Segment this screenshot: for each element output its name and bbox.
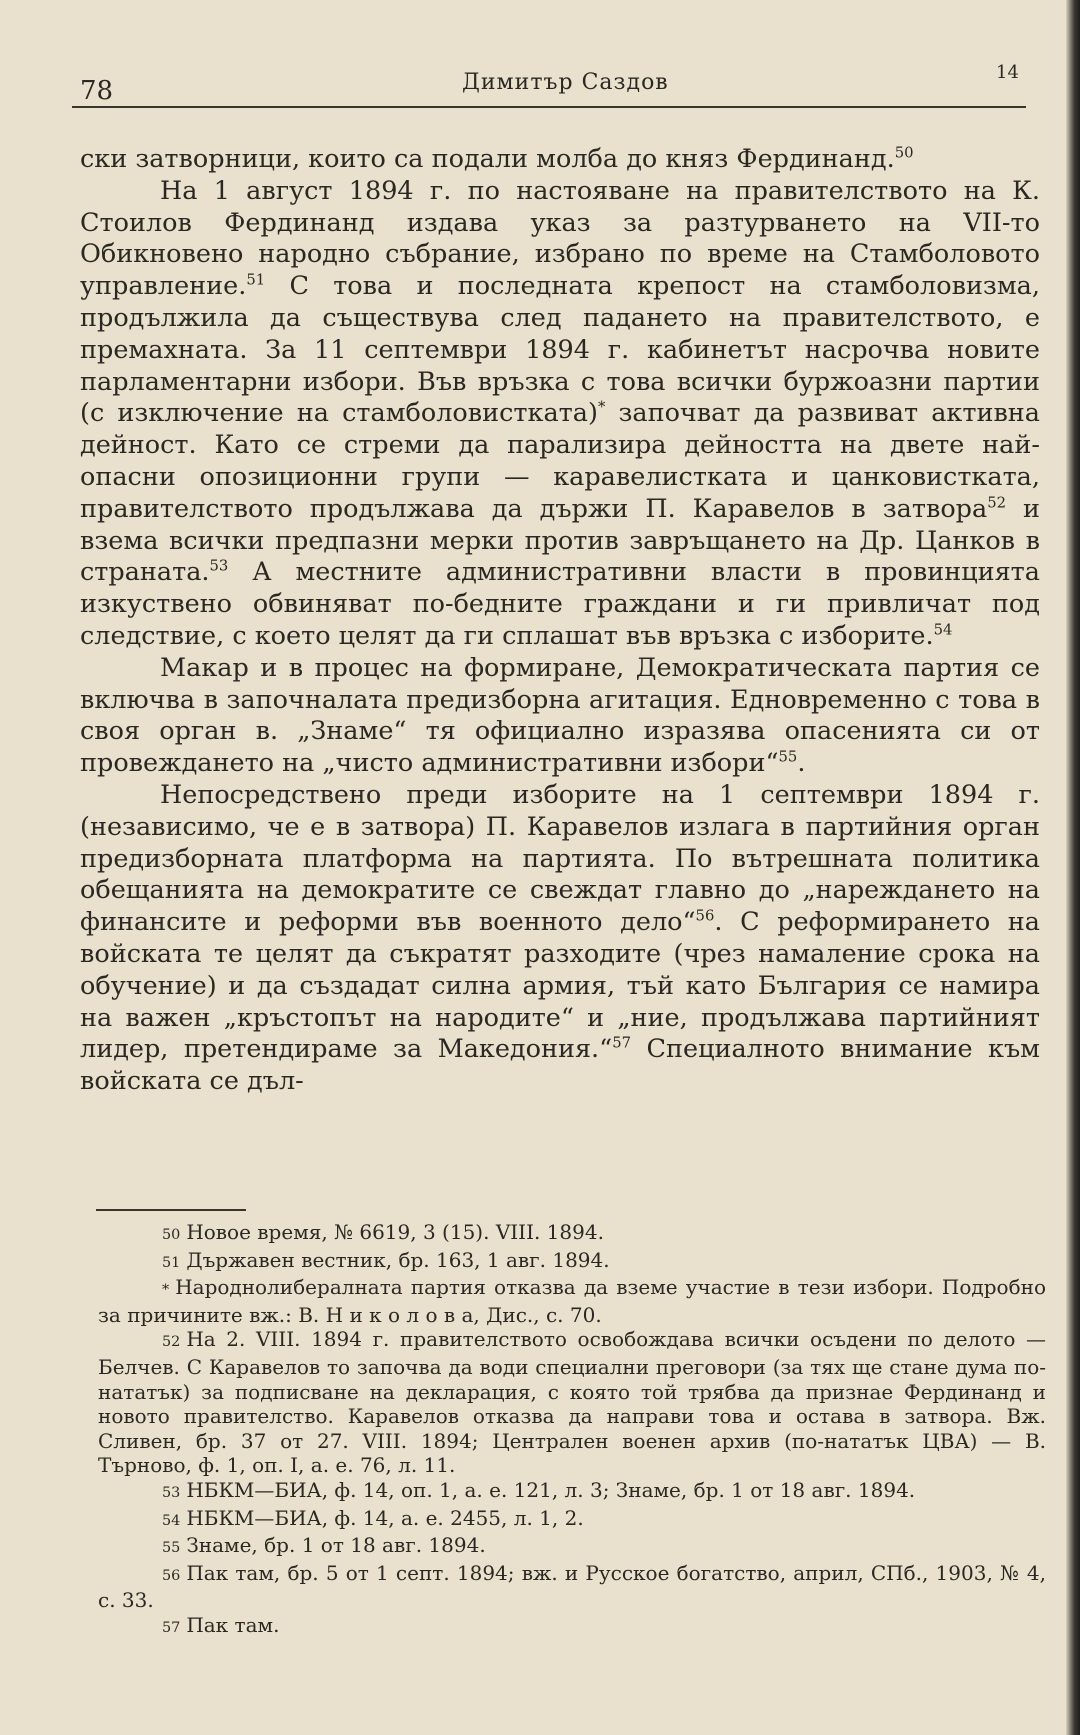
- footnote: 51 Държавен вестник, бр. 163, 1 авг. 1894.: [162, 1247, 610, 1272]
- sheet-mark: 14: [996, 62, 1019, 83]
- footnote: 56 Пак там, бр. 5 от 1 септ. 1894; вж. и Русское богатство, април, СПб., 1903, № 4, с. 33.: [98, 1560, 1046, 1613]
- footnote-ref: 57: [612, 1034, 632, 1052]
- footnote-ref: 52: [987, 494, 1007, 512]
- footnote: 53 НБКМ—БИА, ф. 14, оп. 1, а. е. 121, л. 3; Знаме, бр. 1 от 18 авг. 1894.: [162, 1477, 916, 1502]
- footnote-ref: 53: [209, 557, 229, 575]
- footnote: 57 Пак там.: [162, 1612, 280, 1637]
- footnote-ref: 55: [778, 748, 798, 766]
- footnote: 52 На 2. VIII. 1894 г. правителството освобождава всички осъдени по делото — Белчев. С Каравелов то започва да води специални преговори (за тях ще стане дума по-нататък) за подписване на декларация, с която той трябва да признае Фердинанд и новото правителство. Каравелов отказва да направи това и остава в затвора. Вж. Сливен, бр. 37 от 27. VIII. 1894; Централен военен архив (по-нататък ЦВА) — В. Търново, ф. 1, оп. I, а. е. 76, л. 11.: [98, 1327, 1046, 1478]
- footnote-ref: 50: [894, 144, 914, 162]
- paragraph-3: Макар и в процес на формиране, Демократическата партия се включва в започналата предизборна агитация. Едновременно с това в своя орган в. „Знаме“ тя официално изразява опасенията си от провеждането на „чисто административни избори“$^{55}$.: [80, 652, 1040, 779]
- footnote: 54 НБКМ—БИА, ф. 14, а. е. 2455, л. 1, 2.: [162, 1505, 584, 1530]
- page-header: [0, 0, 1066, 120]
- footnote-ref: 51: [246, 271, 266, 289]
- running-head: Димитър Саздов: [462, 70, 669, 95]
- footnote: 50 Новое время, № 6619, 3 (15). VIII. 1894.: [162, 1220, 604, 1244]
- footnote-ref: 56: [695, 907, 715, 925]
- footnote: * Народнолибералната партия отказва да вземе участие в тези избори. Подробно за причините вж.: В. Н и к о л о в а, Дис., с. 70.: [98, 1275, 1046, 1327]
- footnote: 55 Знаме, бр. 1 от 18 авг. 1894.: [162, 1533, 486, 1558]
- footnote-ref: *: [597, 398, 606, 416]
- page-number: 78: [80, 76, 114, 106]
- footnote-ref: 54: [933, 621, 953, 639]
- main-text: [80, 144, 1040, 1098]
- paragraph-4: Непосредствено преди изборите на 1 септември 1894 г. (независимо, че е в затвора) П. Каравелов излага в партийния орган предизборната платформа на партията. По вътрешната политика обещанията на демократите се свеждат главно до „нареждането на финансите и реформи във военното дело“$^{56}$. С реформирането на войската те целят да съкратят разходите (чрез намаление срока на обучение) и да създадат силна армия, тъй като България се намира на важен „кръстопът на народите“ и „ние, продължава партийният лидер, претендираме за Македония.“$^{57}$ Специалното внимание към войската се дъл-: [80, 779, 1041, 1097]
- book-spine-edge: [1066, 0, 1080, 1735]
- paragraph-2: На 1 август 1894 г. по настояване на правителството на К. Стоилов Фердинанд издава указ за разтурването на VII-то Обикновено народно събрание, избрано по време на Стамболовото управление.$^{51}$ С това и последната крепост на стамболовизма, продължила да съществува след падането на правителството, е премахната. За 11 септември 1894 г. кабинетът насрочва новите парламентарни избори. Във връзка с това всички буржоазни партии (с изключение на стамболовистката)* започват да развиват активна дейност. Като се стреми да парализира дейността на двете най-опасни опозиционни групи — каравелистката и цанковистката, правителството продължава да държи П. Каравелов в затвора$^{52}$ и взема всички предпазни мерки против завръщането на Др. Цанков в страната.$^{53}$ А местните административни власти в провинцията изкуствено обвиняват по-бедните граждани и ги привличат под следствие, с което целят да ги сплашат във връзка с изборите.$^{54}$: [80, 175, 1041, 651]
- footnotes: [98, 1220, 1046, 1641]
- footnote-rule: [96, 1209, 246, 1211]
- header-rule: [72, 106, 1026, 108]
- paragraph-1: ски затворници, които са подали молба до княз Фердинанд.$^{50}$: [80, 144, 914, 174]
